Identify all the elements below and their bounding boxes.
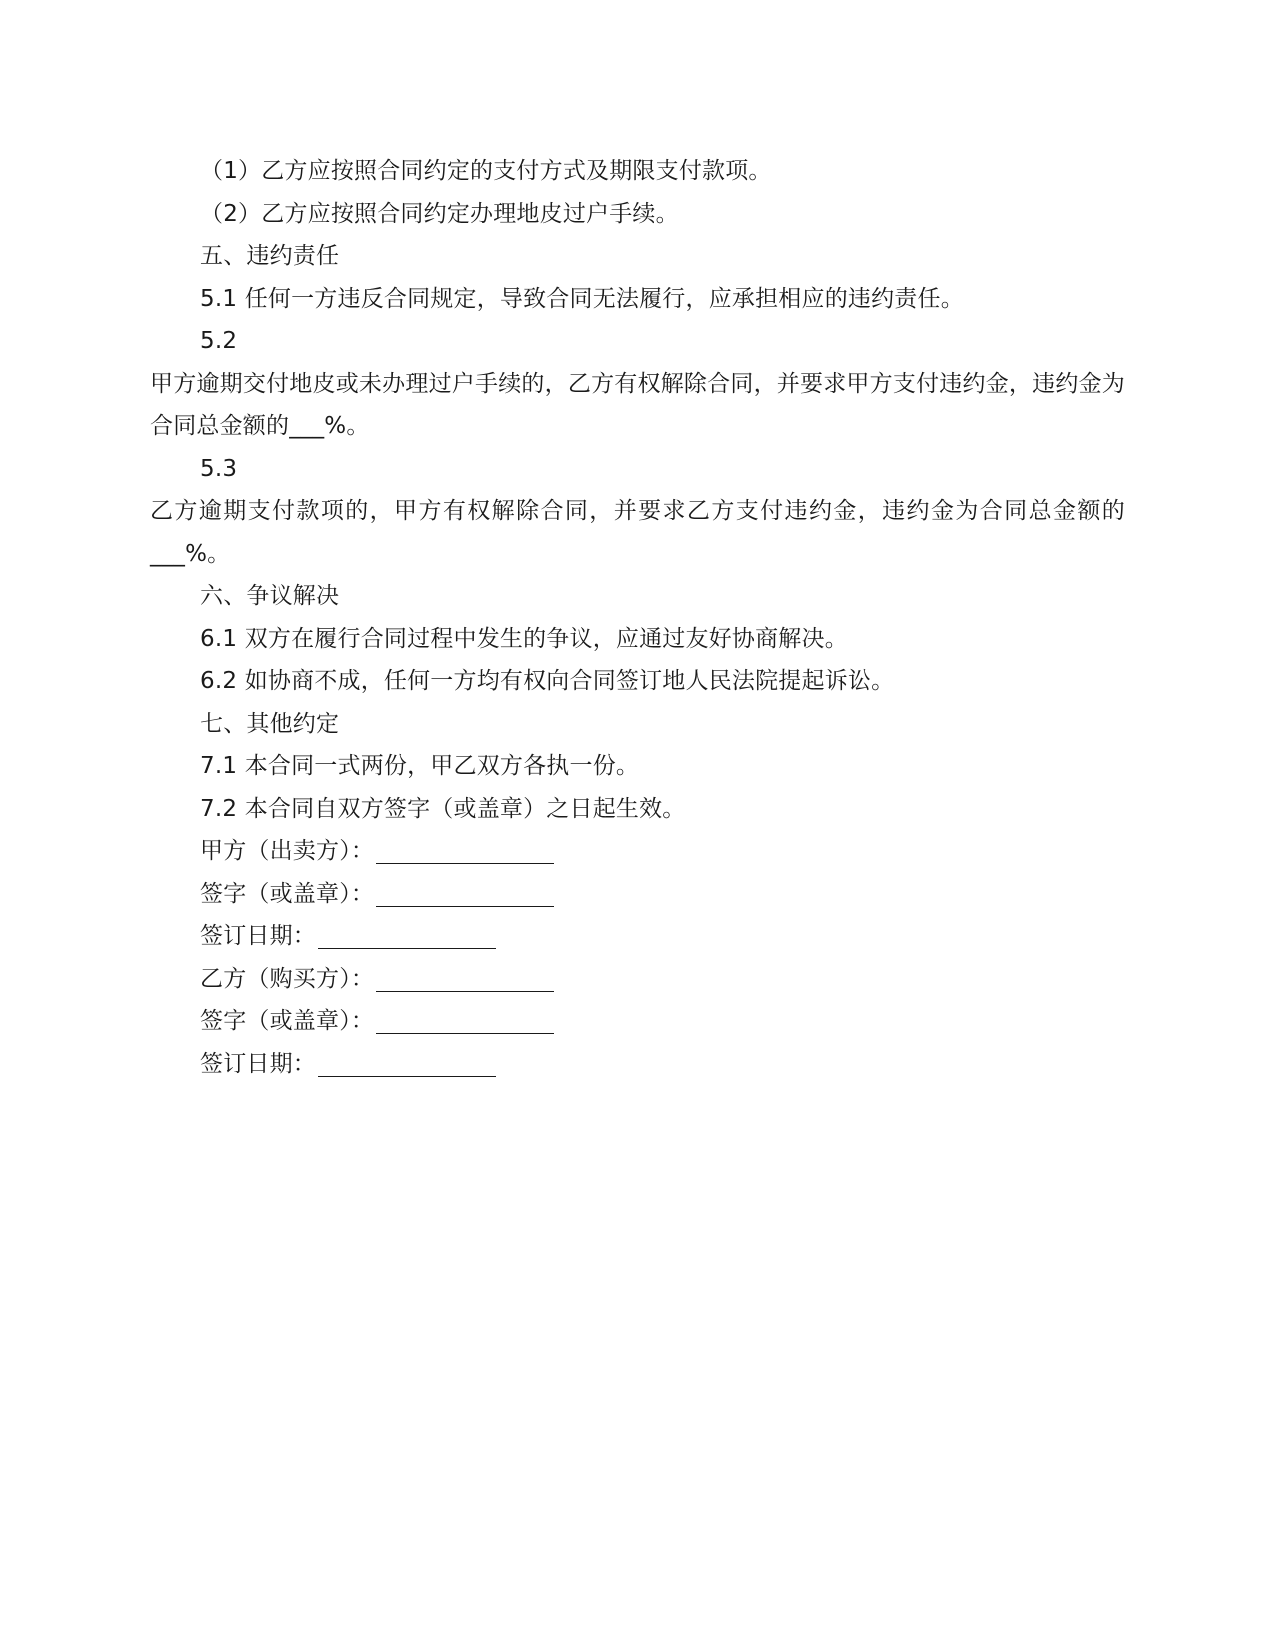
signature-row-party-a-sign [150, 873, 1125, 916]
clause-6-2: 6.2 如协商不成，任何一方均有权向合同签订地人民法院提起诉讼。 [200, 668, 895, 694]
signature-blank [376, 1003, 554, 1034]
obligation-1: （1）乙方应按照合同约定的支付方式及期限支付款项。 [200, 158, 772, 184]
signature-label: 签订日期： [200, 1050, 316, 1077]
section-heading-other: 七、其他约定 [200, 710, 340, 737]
clause-5-1: 5.1 任何一方违反合同规定，导致合同无法履行，应承担相应的违约责任。 [200, 285, 964, 312]
clause-5-2-number: 5.2 [200, 328, 238, 354]
signature-row-party-a-date [150, 915, 1125, 958]
clause-5-3-text: 乙方逾期支付款项的，甲方有权解除合同，并要求乙方支付违约金，违约金为合同总金额的___%。 [150, 498, 1125, 567]
section-heading-breach: 五、违约责任 [200, 243, 340, 269]
clause-5-3-number: 5.3 [200, 455, 238, 482]
signature-label: 签订日期： [200, 923, 316, 949]
signature-row-party-b-date [150, 1043, 1125, 1086]
signature-blank [376, 876, 554, 907]
signature-label: 签字（或盖章）： [200, 880, 375, 907]
signature-label: 签字（或盖章）： [200, 1008, 375, 1034]
signature-row-party-b-sign [150, 1000, 1125, 1043]
signature-row-party-a [150, 830, 1125, 873]
signature-blank [318, 1046, 496, 1077]
signature-blank [376, 961, 554, 992]
obligation-2: （2）乙方应按照合同约定办理地皮过户手续。 [200, 200, 679, 227]
clause-7-2: 7.2 本合同自双方签字（或盖章）之日起生效。 [200, 795, 686, 822]
signature-label: 甲方（出卖方）： [200, 838, 375, 864]
section-heading-dispute: 六、争议解决 [200, 583, 340, 609]
clause-5-2-text: 甲方逾期交付地皮或未办理过户手续的，乙方有权解除合同，并要求甲方支付违约金，违约金为合同总金额的___%。 [150, 370, 1125, 439]
signature-blank [376, 833, 554, 864]
clause-6-1: 6.1 双方在履行合同过程中发生的争议，应通过友好协商解决。 [200, 625, 848, 652]
clause-7-1: 7.1 本合同一式两份，甲乙双方各执一份。 [200, 753, 640, 779]
document-body [150, 150, 1125, 1085]
signature-blank [318, 918, 496, 949]
signature-label: 乙方（购买方）： [200, 965, 375, 992]
signature-row-party-b [150, 958, 1125, 1001]
